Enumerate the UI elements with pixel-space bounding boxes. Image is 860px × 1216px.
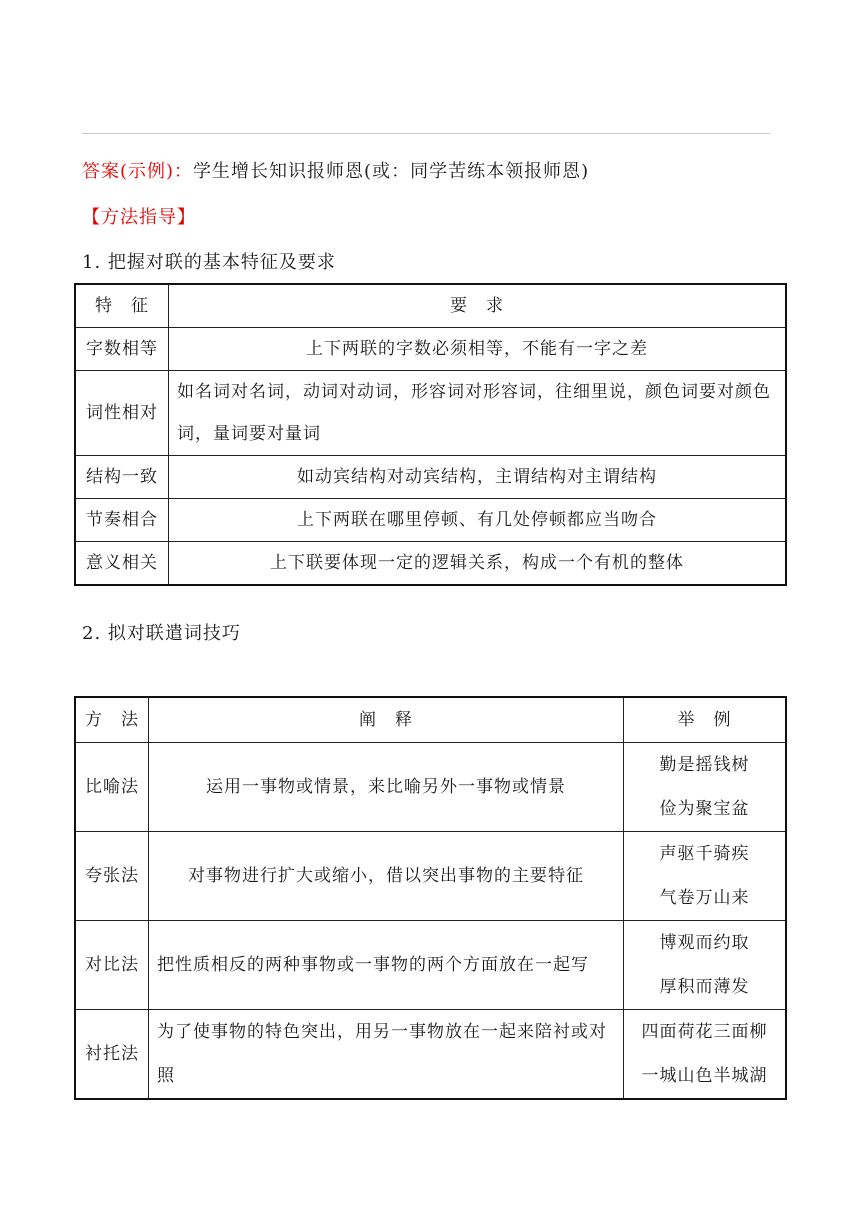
example-cell <box>624 921 787 1010</box>
couplet-features-table <box>74 283 787 586</box>
example-cell <box>624 1010 787 1100</box>
feature-cell: 字数相等 <box>75 328 169 371</box>
answer-label: 答案(示例)： <box>82 161 194 182</box>
table-header-row <box>75 697 786 743</box>
feature-cell: 意义相关 <box>75 542 169 586</box>
method-cell: 对比法 <box>75 921 149 1010</box>
explanation-cell: 对事物进行扩大或缩小，借以突出事物的主要特征 <box>149 832 624 921</box>
example-line: 四面荷花三面柳 <box>641 1022 768 1042</box>
header-divider <box>82 133 770 134</box>
explanation-cell: 为了使事物的特色突出，用另一事物放在一起来陪衬或对照 <box>149 1010 624 1100</box>
example-cell <box>624 743 787 832</box>
example-line: 勤是摇钱树 <box>659 755 750 775</box>
method-cell: 比喻法 <box>75 743 149 832</box>
feature-cell: 结构一致 <box>75 456 169 499</box>
table-row <box>75 456 786 499</box>
header-requirement: 要 求 <box>169 284 787 328</box>
section1-title: 1. 把握对联的基本特征及要求 <box>82 252 336 273</box>
header-feature: 特 征 <box>75 284 169 328</box>
header-example: 举 例 <box>624 697 787 743</box>
example-line: 一城山色半城湖 <box>641 1066 768 1086</box>
answer-line <box>82 157 589 183</box>
header-explanation: 阐 释 <box>149 697 624 743</box>
header-method: 方 法 <box>75 697 149 743</box>
method-cell: 夸张法 <box>75 832 149 921</box>
feature-cell: 词性相对 <box>75 371 169 456</box>
example-line: 厚积而薄发 <box>659 977 750 997</box>
requirement-cell: 上下两联在哪里停顿、有几处停顿都应当吻合 <box>169 499 787 542</box>
table-header-row <box>75 284 786 328</box>
table-row <box>75 832 786 921</box>
example-line: 俭为聚宝盆 <box>659 799 750 819</box>
requirement-cell: 如动宾结构对动宾结构，主谓结构对主谓结构 <box>169 456 787 499</box>
table-row <box>75 921 786 1010</box>
example-line: 气卷万山来 <box>659 888 750 908</box>
feature-cell: 节奏相合 <box>75 499 169 542</box>
table-row <box>75 542 786 586</box>
table-row <box>75 1010 786 1100</box>
explanation-cell: 运用一事物或情景，来比喻另外一事物或情景 <box>149 743 624 832</box>
table-row <box>75 371 786 456</box>
method-cell: 衬托法 <box>75 1010 149 1100</box>
requirement-cell: 上下两联的字数必须相等，不能有一字之差 <box>169 328 787 371</box>
requirement-cell: 如名词对名词，动词对动词，形容词对形容词，往细里说，颜色词要对颜色词，量词要对量词 <box>169 371 787 456</box>
requirement-cell: 上下联要体现一定的逻辑关系，构成一个有机的整体 <box>169 542 787 586</box>
table-row <box>75 743 786 832</box>
method-guide-title: 【方法指导】 <box>82 207 196 228</box>
table-row <box>75 328 786 371</box>
table-row <box>75 499 786 542</box>
example-line: 声驱千骑疾 <box>659 844 750 864</box>
section2-title: 2. 拟对联遣词技巧 <box>82 623 241 644</box>
answer-text: 学生增长知识报师恩(或：同学苦练本领报师恩) <box>193 161 590 182</box>
example-line: 博观而约取 <box>659 933 750 953</box>
example-cell <box>624 832 787 921</box>
couplet-techniques-table <box>74 696 787 1100</box>
explanation-cell: 把性质相反的两种事物或一事物的两个方面放在一起写 <box>149 921 624 1010</box>
